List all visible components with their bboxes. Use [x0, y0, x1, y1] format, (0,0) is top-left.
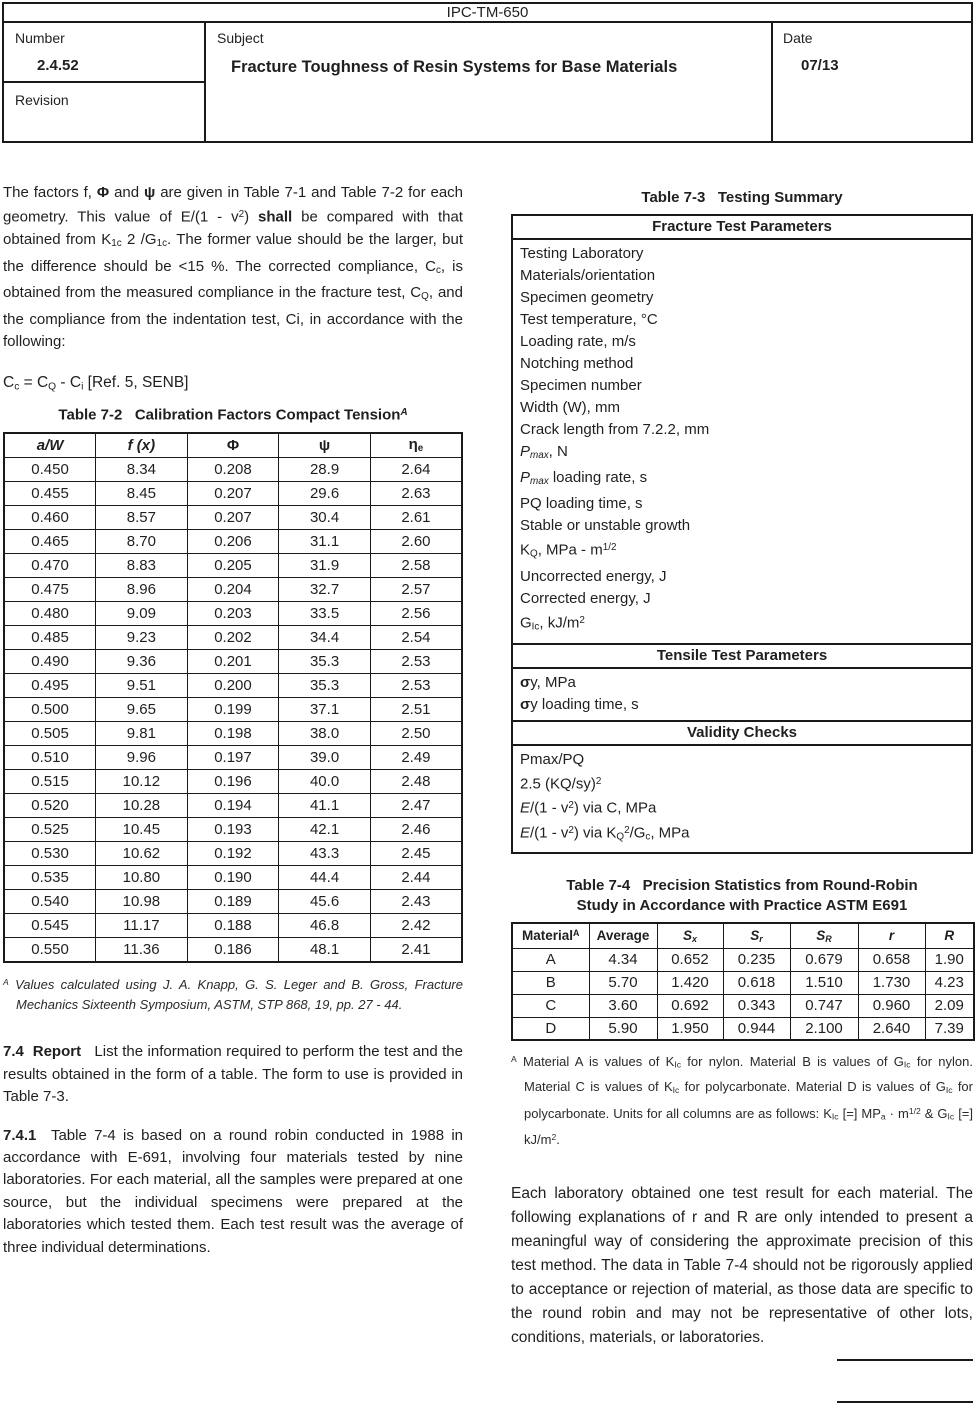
- table-row: [4, 722, 462, 746]
- table-cell: 11.17: [96, 914, 188, 938]
- table-cell: 9.81: [96, 722, 188, 746]
- column-header: Φ: [187, 433, 279, 458]
- table-cell: 0.186: [187, 938, 279, 962]
- closing-paragraph: Each laboratory obtained one test result for each material. The following explanations of r and R are only intended to present a meaningful way of considering the approximate precision of this test method. The data in Table 7-4 should not be rigorously applied to acceptance or rejection of material, as those data are specific to the round robin and may not be representative of other lots, conditions, materials, or laboratories.: [511, 1185, 973, 1347]
- document-title: IPC-TM-650: [4, 4, 971, 23]
- table-7-3: [511, 214, 973, 854]
- document-subject: Fracture Toughness of Resin Systems for Base Materials: [231, 58, 678, 76]
- table-cell: 0.747: [790, 994, 858, 1017]
- validity-checks-section: [513, 720, 971, 853]
- section-header: Validity Checks: [513, 722, 971, 746]
- table-cell: 2.53: [370, 674, 462, 698]
- parameter-row: Specimen geometry: [520, 289, 654, 306]
- table-cell: 8.45: [96, 482, 188, 506]
- date-label: Date: [783, 30, 813, 46]
- table-cell: 0.188: [187, 914, 279, 938]
- table-cell: 2.63: [370, 482, 462, 506]
- table-7-2-footnote: $^A$ Values calculated using J. A. Knapp, G. S. Leger and B. Gross, Fracture Mechanics Sixteenth Symposium, ASTM, STP 868, 19, pp. 27 - 44.: [3, 976, 463, 1013]
- table-cell: 7.39: [925, 1017, 974, 1040]
- table-cell: C: [512, 994, 589, 1017]
- table-cell: 42.1: [279, 818, 371, 842]
- table-cell: 31.1: [279, 530, 371, 554]
- table-7-4-title: [511, 876, 973, 916]
- table-7-4-footnote: $^A$ Material A is values of $K_{Ic}$ for nylon. Material B is values of $G_{Ic}$ for nylon. Material C is values of $K_{Ic}$ for polycarbonate. Material D is values of $G_{Ic}$ for polycarbonate. Units for all columns are as follows: $K_{Ic}$ [=] $MP_a \cdot m^{1/2}$ & $G_{Ic}$ [=] $kJ/m^2$.: [511, 1053, 974, 1148]
- table-cell: 2.42: [370, 914, 462, 938]
- column-header: R: [925, 923, 974, 948]
- table-cell: 38.0: [279, 722, 371, 746]
- table-cell: 0.194: [187, 794, 279, 818]
- column-header: Material$^A$: [512, 923, 589, 948]
- table-cell: 2.61: [370, 506, 462, 530]
- date-cell: [771, 23, 971, 141]
- header-number-column: [4, 23, 206, 141]
- table-cell: 4.34: [589, 948, 657, 971]
- parameter-row: Specimen number: [520, 377, 642, 394]
- table-row: [4, 890, 462, 914]
- subject-label: Subject: [217, 30, 264, 46]
- table-cell: 1.420: [657, 971, 723, 994]
- table-cell: 2.100: [790, 1017, 858, 1040]
- table-cell: 0.192: [187, 842, 279, 866]
- table-row: [512, 994, 974, 1017]
- table-row: [4, 554, 462, 578]
- table-cell: 2.43: [370, 890, 462, 914]
- table-cell: 2.51: [370, 698, 462, 722]
- parameter-row: $P_{max}$ loading rate, s: [520, 469, 648, 488]
- left-column: [3, 182, 463, 1259]
- table-7-4-header-row: [512, 923, 974, 948]
- column-header: $\eta_e$: [370, 433, 462, 458]
- revision-label: Revision: [15, 92, 69, 108]
- bottom-rule-line: [837, 1359, 973, 1361]
- table-cell: 10.98: [96, 890, 188, 914]
- table-cell: 2.49: [370, 746, 462, 770]
- section-header: Tensile Test Parameters: [513, 645, 971, 669]
- table-7-4-title-line1: Table 7-4 Precision Statistics from Round-Robin: [566, 877, 918, 895]
- table-cell: 0.235: [723, 948, 790, 971]
- table-cell: 0.658: [858, 948, 925, 971]
- subject-cell: [206, 23, 771, 141]
- table-cell: 2.48: [370, 770, 462, 794]
- table-cell: 10.62: [96, 842, 188, 866]
- parameter-row: Test temperature, °C: [520, 311, 658, 328]
- table-cell: 0.475: [4, 578, 96, 602]
- parameter-row: $G_{Ic}$, $kJ/m^2$: [520, 614, 585, 633]
- column-header: $S_R$: [790, 923, 858, 948]
- table-row: [4, 914, 462, 938]
- table-cell: 0.450: [4, 458, 96, 482]
- table-cell: 0.505: [4, 722, 96, 746]
- table-cell: 8.57: [96, 506, 188, 530]
- header-table: [2, 2, 973, 143]
- table-cell: 0.198: [187, 722, 279, 746]
- table-cell: 44.4: [279, 866, 371, 890]
- parameter-row: Loading rate, m/s: [520, 333, 636, 350]
- table-cell: 48.1: [279, 938, 371, 962]
- parameter-row: Width (W), mm: [520, 399, 620, 416]
- table-cell: 0.515: [4, 770, 96, 794]
- table-cell: 0.205: [187, 554, 279, 578]
- table-cell: 0.202: [187, 626, 279, 650]
- table-cell: 0.193: [187, 818, 279, 842]
- table-cell: 0.470: [4, 554, 96, 578]
- table-cell: 0.540: [4, 890, 96, 914]
- parameter-row: $E/(1 - v^2)$ via C, MPa: [520, 799, 657, 817]
- table-row: [4, 674, 462, 698]
- table-cell: 0.530: [4, 842, 96, 866]
- table-cell: 0.480: [4, 602, 96, 626]
- section-7-4-1-paragraph: 7.4.1 Table 7-4 is based on a round robin conducted in 1988 in accordance with E-691, involving four materials tested by nine laboratories. For each material, all the samples were prepared at one source, but the individual specimens were prepared at the laboratories which tested them. Each test result was the average of three individual determinations.: [3, 1126, 463, 1256]
- table-7-4-title-line2: Study in Accordance with Practice ASTM E691: [576, 897, 908, 915]
- table-cell: 2.53: [370, 650, 462, 674]
- table-cell: B: [512, 971, 589, 994]
- table-cell: 2.41: [370, 938, 462, 962]
- parameter-row: Notching method: [520, 355, 634, 372]
- column-header: ψ: [279, 433, 371, 458]
- table-cell: 2.56: [370, 602, 462, 626]
- table-row: [4, 818, 462, 842]
- table-cell: 35.3: [279, 650, 371, 674]
- table-cell: 0.207: [187, 482, 279, 506]
- table-cell: D: [512, 1017, 589, 1040]
- table-cell: 0.465: [4, 530, 96, 554]
- tensile-test-section: [513, 643, 971, 720]
- table-7-3-title: Table 7-3 Testing Summary: [641, 189, 843, 206]
- parameter-row: $E/(1 - v^2)$ via $K_Q^2/G_c$, MPa: [520, 823, 690, 843]
- parameter-row: Uncorrected energy, J: [520, 567, 667, 585]
- table-row: [4, 458, 462, 482]
- table-cell: 0.679: [790, 948, 858, 971]
- table-cell: 2.09: [925, 994, 974, 1017]
- column-header: $S_x$: [657, 923, 723, 948]
- table-cell: 0.196: [187, 770, 279, 794]
- document-number: 2.4.52: [37, 57, 79, 74]
- parameter-row: 2.5 $(KQ/sy)^2$: [520, 775, 602, 793]
- table-cell: 0.343: [723, 994, 790, 1017]
- parameter-row: PQ loading time, s: [520, 495, 643, 513]
- table-row: [4, 602, 462, 626]
- table-row: [4, 866, 462, 890]
- table-7-2: [3, 432, 463, 963]
- table-cell: 1.510: [790, 971, 858, 994]
- parameter-row: σy loading time, s: [520, 695, 639, 713]
- table-cell: 0.455: [4, 482, 96, 506]
- table-row: [4, 938, 462, 962]
- table-cell: 34.4: [279, 626, 371, 650]
- table-cell: 2.44: [370, 866, 462, 890]
- table-cell: 0.652: [657, 948, 723, 971]
- table-cell: 40.0: [279, 770, 371, 794]
- table-cell: 31.9: [279, 554, 371, 578]
- parameter-row: Testing Laboratory: [520, 245, 644, 262]
- header-grid: [4, 23, 971, 141]
- table-row: [4, 482, 462, 506]
- table-row: [512, 971, 974, 994]
- table-cell: 4.23: [925, 971, 974, 994]
- table-cell: 0.500: [4, 698, 96, 722]
- table-row: [512, 1017, 974, 1040]
- table-cell: 10.28: [96, 794, 188, 818]
- table-row: [4, 506, 462, 530]
- bottom-rule-line: [837, 1401, 973, 1403]
- table-cell: 8.83: [96, 554, 188, 578]
- parameter-row: Stable or unstable growth: [520, 517, 691, 535]
- table-cell: 0.460: [4, 506, 96, 530]
- table-cell: 0.960: [858, 994, 925, 1017]
- table-cell: A: [512, 948, 589, 971]
- table-cell: 0.550: [4, 938, 96, 962]
- parameter-row: $P_{max}$, N: [520, 443, 568, 462]
- table-cell: 2.60: [370, 530, 462, 554]
- table-cell: 2.50: [370, 722, 462, 746]
- section-header: Fracture Test Parameters: [513, 216, 971, 240]
- table-cell: 2.45: [370, 842, 462, 866]
- number-label: Number: [15, 30, 65, 46]
- table-cell: 2.64: [370, 458, 462, 482]
- number-cell: [4, 23, 204, 83]
- table-cell: 0.199: [187, 698, 279, 722]
- table-cell: 9.09: [96, 602, 188, 626]
- table-cell: 2.58: [370, 554, 462, 578]
- table-cell: 0.206: [187, 530, 279, 554]
- table-row: [4, 578, 462, 602]
- table-row: [4, 650, 462, 674]
- table-cell: 32.7: [279, 578, 371, 602]
- table-7-4: [511, 922, 975, 1041]
- table-cell: 2.57: [370, 578, 462, 602]
- table-cell: 10.45: [96, 818, 188, 842]
- table-cell: 9.96: [96, 746, 188, 770]
- table-cell: 2.46: [370, 818, 462, 842]
- right-column: [511, 189, 973, 1350]
- table-cell: 1.90: [925, 948, 974, 971]
- table-cell: 0.510: [4, 746, 96, 770]
- section-7-4-paragraph: 7.4 Report List the information required to perform the test and the results obtained in the form of a table. The form to use is provided in Table 7-3.: [3, 1043, 463, 1106]
- table-cell: 8.96: [96, 578, 188, 602]
- table-row: [4, 530, 462, 554]
- table-cell: 2.47: [370, 794, 462, 818]
- table-7-2-header-row: [4, 433, 462, 458]
- table-cell: 0.197: [187, 746, 279, 770]
- column-header: Average: [589, 923, 657, 948]
- table-cell: 45.6: [279, 890, 371, 914]
- parameter-row: Corrected energy, J: [520, 589, 651, 607]
- table-cell: 29.6: [279, 482, 371, 506]
- table-row: [512, 948, 974, 971]
- table-cell: 10.12: [96, 770, 188, 794]
- column-header: $S_r$: [723, 923, 790, 948]
- table-cell: 30.4: [279, 506, 371, 530]
- parameter-row: $K_Q$, MPa - $m^{1/2}$: [520, 541, 617, 560]
- column-header: r: [858, 923, 925, 948]
- table-cell: 9.36: [96, 650, 188, 674]
- table-cell: 0.944: [723, 1017, 790, 1040]
- table-cell: 28.9: [279, 458, 371, 482]
- table-cell: 0.204: [187, 578, 279, 602]
- table-cell: 8.34: [96, 458, 188, 482]
- table-cell: 0.525: [4, 818, 96, 842]
- table-cell: 0.189: [187, 890, 279, 914]
- table-cell: 9.51: [96, 674, 188, 698]
- table-cell: 35.3: [279, 674, 371, 698]
- table-cell: 39.0: [279, 746, 371, 770]
- table-cell: 0.190: [187, 866, 279, 890]
- table-cell: 0.535: [4, 866, 96, 890]
- parameter-row: σy, MPa: [520, 673, 576, 691]
- table-row: [4, 770, 462, 794]
- table-row: [4, 746, 462, 770]
- table-cell: 0.485: [4, 626, 96, 650]
- table-cell: 33.5: [279, 602, 371, 626]
- table-cell: 10.80: [96, 866, 188, 890]
- table-cell: 9.23: [96, 626, 188, 650]
- table-cell: 46.8: [279, 914, 371, 938]
- table-cell: 8.70: [96, 530, 188, 554]
- fracture-test-section: [513, 216, 971, 643]
- table-cell: 3.60: [589, 994, 657, 1017]
- table-row: [4, 626, 462, 650]
- table-cell: 37.1: [279, 698, 371, 722]
- table-7-2-title: Table 7-2 Calibration Factors Compact Tension$^A$: [58, 406, 408, 424]
- table-cell: 0.545: [4, 914, 96, 938]
- revision-cell: [4, 83, 204, 108]
- intro-paragraph: The factors f, Φ and ψ are given in Table 7-1 and Table 7-2 for each geometry. This value of $E/(1 - v^2)$ shall be compared with that obtained from $K_{1c}$ 2 $/G_{1c}$. The former value should be the larger, but the difference should be <15 %. The corrected compliance, $C_c$, is obtained from the measured compliance in the fracture test, $C_Q$, and the compliance from the indentation test, Ci, in accordance with the following:: [3, 184, 464, 351]
- column-header: f (x): [96, 433, 188, 458]
- table-cell: 0.520: [4, 794, 96, 818]
- table-row: [4, 842, 462, 866]
- table-cell: 0.490: [4, 650, 96, 674]
- table-row: [4, 698, 462, 722]
- parameter-row: Materials/orientation: [520, 267, 656, 284]
- table-cell: 9.65: [96, 698, 188, 722]
- table-cell: 2.54: [370, 626, 462, 650]
- table-cell: 11.36: [96, 938, 188, 962]
- table-row: [4, 794, 462, 818]
- table-cell: 41.1: [279, 794, 371, 818]
- table-cell: 1.730: [858, 971, 925, 994]
- table-cell: 1.950: [657, 1017, 723, 1040]
- table-cell: 2.640: [858, 1017, 925, 1040]
- table-cell: 0.618: [723, 971, 790, 994]
- compliance-equation: $C_c = C_Q - C_i$ [Ref. 5, SENB]: [3, 373, 189, 393]
- table-cell: 0.208: [187, 458, 279, 482]
- document-date: 07/13: [801, 57, 839, 74]
- table-cell: 0.495: [4, 674, 96, 698]
- table-cell: 0.203: [187, 602, 279, 626]
- parameter-row: Crack length from 7.2.2, mm: [520, 421, 710, 438]
- table-cell: 0.200: [187, 674, 279, 698]
- table-cell: 0.692: [657, 994, 723, 1017]
- table-cell: 0.201: [187, 650, 279, 674]
- table-cell: 5.70: [589, 971, 657, 994]
- table-cell: 5.90: [589, 1017, 657, 1040]
- table-cell: 0.207: [187, 506, 279, 530]
- parameter-row: Pmax/PQ: [520, 750, 585, 768]
- table-cell: 43.3: [279, 842, 371, 866]
- column-header: a/W: [4, 433, 96, 458]
